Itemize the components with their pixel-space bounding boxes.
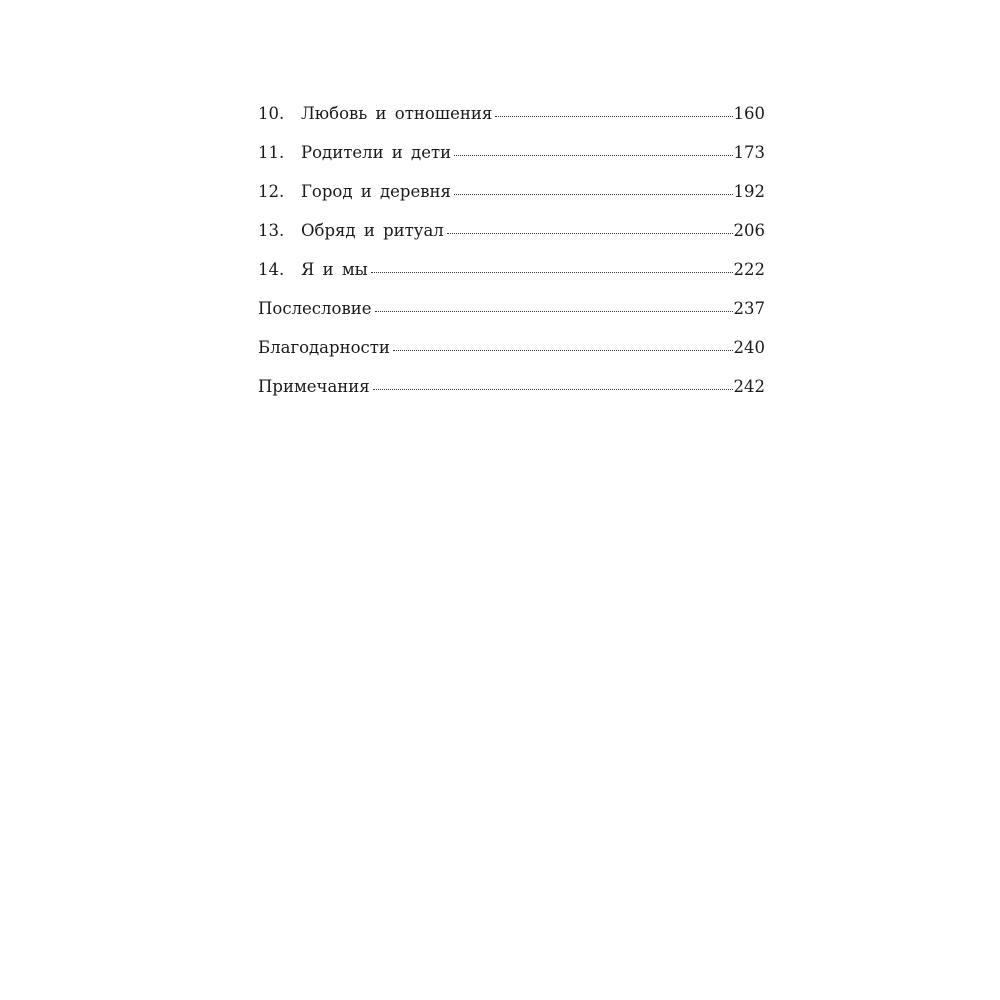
toc-entry-12: [258, 179, 765, 218]
toc-entry-11: [258, 140, 765, 179]
toc-entry-13: [258, 218, 765, 257]
chapter-title: Город и деревня: [301, 182, 451, 201]
chapter-title: Я и мы: [301, 260, 368, 279]
chapter-title: Родители и дети: [301, 143, 452, 162]
dot-leader: [454, 154, 732, 156]
dot-leader: [371, 271, 733, 273]
section-title: Послесловие: [258, 299, 372, 318]
toc-entry-afterword: [258, 296, 765, 335]
chapter-title: Обряд и ритуал: [301, 221, 444, 240]
section-title: Примечания: [258, 377, 370, 396]
chapter-number: 10.: [258, 104, 285, 123]
dot-leader: [454, 193, 733, 195]
page-number: 240: [733, 338, 765, 357]
chapter-number: 13.: [258, 221, 285, 240]
page-number: 206: [733, 221, 765, 240]
page-number: 160: [733, 104, 765, 123]
dot-leader: [373, 388, 733, 390]
page-number: 242: [733, 377, 765, 396]
toc-entry-10: [258, 101, 765, 140]
page-number: 237: [733, 299, 765, 318]
chapter-number: 14.: [258, 260, 285, 279]
dot-leader: [447, 232, 733, 234]
page-number: 173: [733, 143, 765, 162]
chapter-number: 12.: [258, 182, 285, 201]
page-number: 222: [733, 260, 765, 279]
table-of-contents: [258, 101, 765, 413]
toc-entry-notes: [258, 374, 765, 413]
page-number: 192: [733, 182, 765, 201]
section-title: Благодарности: [258, 338, 390, 357]
chapter-title: Любовь и отношения: [301, 104, 493, 123]
chapter-number: 11.: [258, 143, 285, 162]
toc-entry-acknowledgements: [258, 335, 765, 374]
dot-leader: [393, 349, 733, 351]
dot-leader: [495, 115, 732, 117]
dot-leader: [375, 310, 733, 312]
toc-entry-14: [258, 257, 765, 296]
